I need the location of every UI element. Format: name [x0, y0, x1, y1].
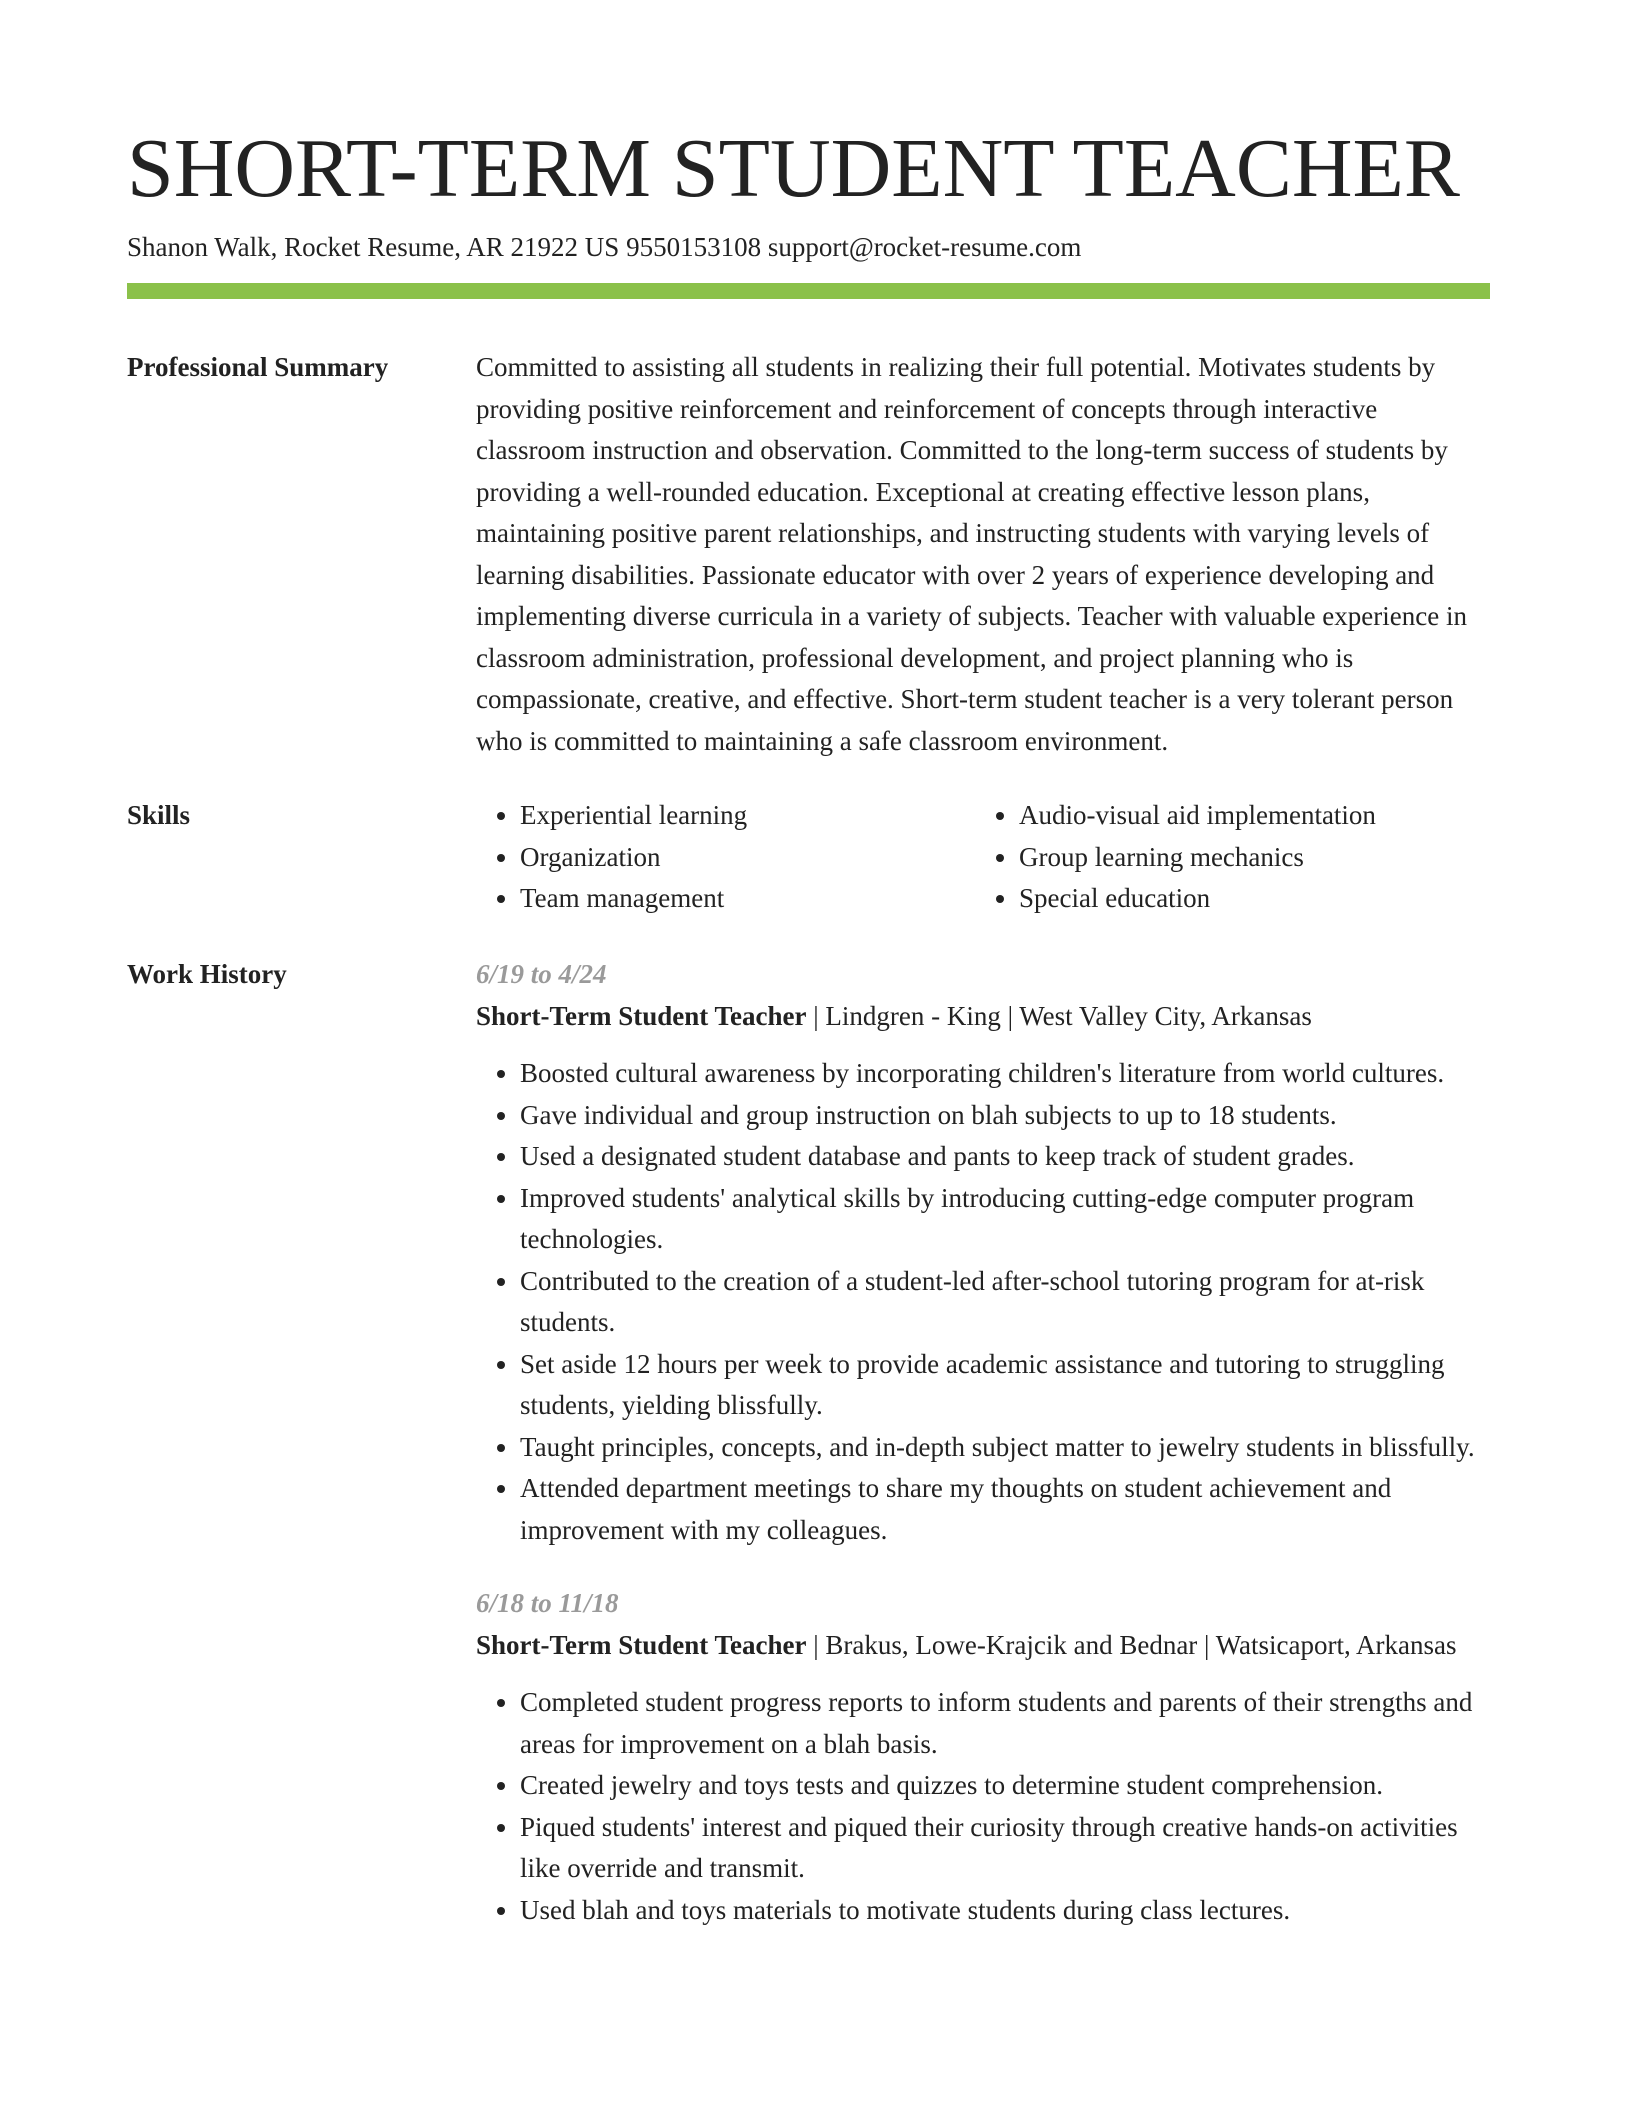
job-bullet: • Piqued students' interest and piqued their curiosity through creative hands-on activities like override and transmit. — [520, 1807, 1490, 1890]
contact-email: support@rocket-resume.com — [767, 232, 1082, 262]
accent-divider — [127, 283, 1490, 299]
job-entry — [476, 954, 1490, 1551]
job-dates: 6/19 to 4/24 — [476, 959, 607, 989]
skills-heading: Skills — [127, 800, 191, 830]
job-bullet: • Attended department meetings to share my thoughts on student achievement and improvement with my colleagues. — [520, 1468, 1490, 1551]
summary-body — [476, 347, 1490, 762]
skill-item: • Experiential learning — [520, 795, 975, 837]
skills-list-right — [975, 795, 1474, 920]
job-bullet: • Used blah and toys materials to motivate students during class lectures. — [520, 1890, 1490, 1932]
job-bullet: • Created jewelry and toys tests and quizzes to determine student comprehension. — [520, 1765, 1490, 1807]
summary-heading: Professional Summary — [127, 352, 389, 382]
job-dates: 6/18 to 11/18 — [476, 1588, 619, 1618]
job-title: Short-Term Student Teacher — [476, 1000, 807, 1031]
job-bullet: • Taught principles, concepts, and in-depth subject matter to jewelry students in blissfully. — [520, 1427, 1490, 1469]
skill-item: • Audio-visual aid implementation — [1019, 795, 1474, 837]
job-bullet: • Gave individual and group instruction on blah subjects to up to 18 students. — [520, 1095, 1490, 1137]
job-entry — [476, 1583, 1490, 1931]
job-bullet: • Contributed to the creation of a student-led after-school tutoring program for at-risk students. — [520, 1261, 1490, 1344]
skill-item: • Organization — [520, 837, 975, 879]
job-bullets — [476, 1053, 1490, 1551]
contact-address: Shanon Walk, Rocket Resume, AR 21922 US — [127, 232, 620, 262]
work-history-body — [476, 954, 1490, 1931]
summary-text: Committed to assisting all students in realizing their full potential. Motivates students by providing positive reinforcement and reinforcement of concepts through interactive classroom instruction and observation. Committed to the long-term success of students by providing a well-rounded education. Exceptional at creating effective lesson plans, maintaining positive parent relationships, and instructing students with varying levels of learning disabilities. Passionate educator with over 2 years of experience developing and implementing diverse curricula in a variety of subjects. Teacher with valuable experience in classroom administration, professional development, and project planning who is compassionate, creative, and effective. Short-term student teacher is a very tolerant person who is committed to maintaining a safe classroom environment. — [476, 352, 1467, 756]
job-details: | Brakus, Lowe-Krajcik and Bednar | Watsicaport, Arkansas — [806, 1629, 1457, 1660]
job-title: Short-Term Student Teacher — [476, 1629, 807, 1660]
job-bullet: • Set aside 12 hours per week to provide academic assistance and tutoring to struggling students, yielding blissfully. — [520, 1344, 1490, 1427]
job-heading — [476, 996, 1490, 1038]
work-history-heading: Work History — [127, 959, 287, 989]
contact-line — [127, 230, 1081, 264]
skill-item: • Group learning mechanics — [1019, 837, 1474, 879]
resume-title: SHORT-TERM STUDENT TEACHER — [127, 122, 1460, 215]
skill-item: • Team management — [520, 878, 975, 920]
contact-phone: 9550153108 — [626, 232, 762, 262]
job-bullet: • Boosted cultural awareness by incorporating children's literature from world cultures. — [520, 1053, 1490, 1095]
job-bullet: • Completed student progress reports to inform students and parents of their strengths and areas for improvement on a blah basis. — [520, 1682, 1490, 1765]
job-details: | Lindgren - King | West Valley City, Arkansas — [806, 1000, 1312, 1031]
skills-body — [476, 795, 1490, 920]
job-bullet: • Used a designated student database and pants to keep track of student grades. — [520, 1136, 1490, 1178]
job-heading — [476, 1625, 1490, 1667]
skill-item: • Special education — [1019, 878, 1474, 920]
job-bullets — [476, 1682, 1490, 1931]
skills-list-left — [476, 795, 975, 920]
job-bullet: • Improved students' analytical skills by introducing cutting-edge computer program technologies. — [520, 1178, 1490, 1261]
